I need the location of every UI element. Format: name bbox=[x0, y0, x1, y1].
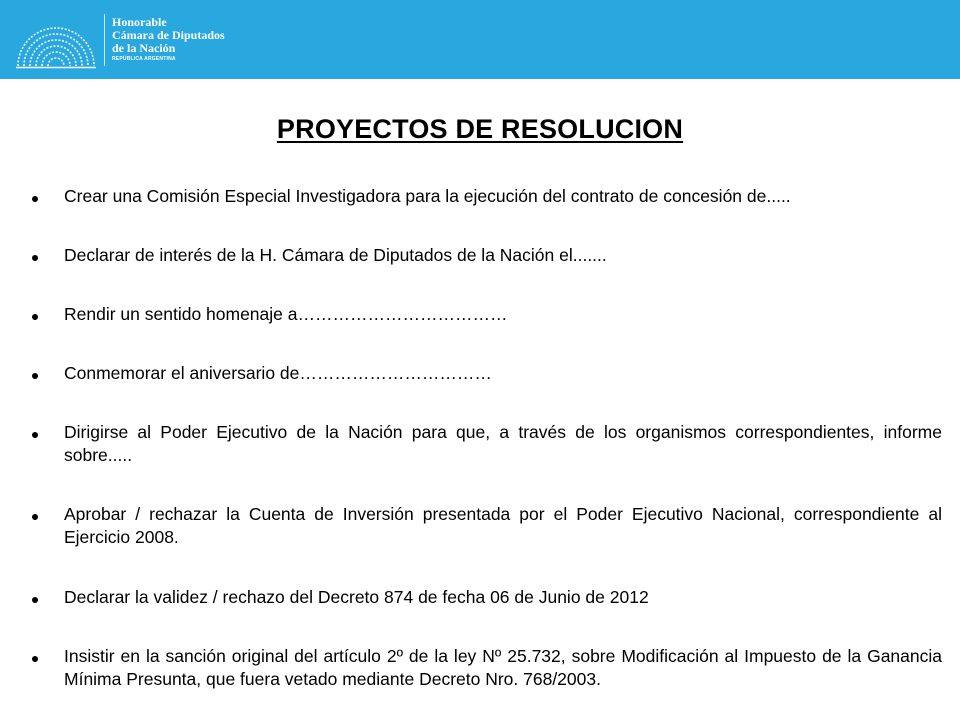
logo-line-1: Honorable bbox=[112, 15, 167, 29]
bullet-icon bbox=[32, 514, 40, 522]
list-item: Aprobar / rechazar la Cuenta de Inversión presentada por el Poder Ejecutivo Nacional, correspondiente al Ejercicio 2008. bbox=[64, 504, 942, 547]
list-item: Crear una Comisión Especial Investigadora para la ejecución del contrato de concesión de..... bbox=[64, 186, 791, 206]
logo-line-2: Cámara de Diputados bbox=[112, 28, 225, 42]
bullet-icon bbox=[32, 432, 40, 440]
list-item: Declarar de interés de la H. Cámara de Diputados de la Nación el....... bbox=[64, 245, 607, 265]
header-bar bbox=[0, 0, 960, 79]
bullet-icon bbox=[32, 255, 40, 263]
list-item: Dirigirse al Poder Ejecutivo de la Nación para que, a través de los organismos correspondientes, informe sobre..... bbox=[64, 422, 942, 465]
bullet-icon bbox=[32, 373, 40, 381]
logo-line-4: REPÚBLICA ARGENTINA bbox=[112, 56, 176, 62]
bullet-icon bbox=[32, 656, 40, 664]
congress-dome-logo-icon bbox=[14, 8, 98, 70]
bullet-icon bbox=[32, 314, 40, 322]
bullet-icon bbox=[32, 196, 40, 204]
page-title: PROYECTOS DE RESOLUCION bbox=[276, 114, 684, 144]
list-item: Declarar la validez / rechazo del Decreto 874 de fecha 06 de Junio de 2012 bbox=[64, 587, 649, 607]
list-item: Rendir un sentido homenaje a……………………………… bbox=[64, 304, 508, 324]
list-item: Insistir en la sanción original del artículo 2º de la ley Nº 25.732, sobre Modificación al Impuesto de la Ganancia Mínima Presunta, que fuera vetado mediante Decreto Nro. 768/2003. bbox=[64, 646, 942, 689]
institution-name bbox=[112, 16, 225, 64]
logo-line-3: de la Nación bbox=[112, 41, 176, 55]
list-item: Conmemorar el aniversario de…………………………… bbox=[64, 363, 492, 383]
bullet-icon bbox=[32, 597, 40, 605]
logo-divider bbox=[104, 14, 105, 66]
